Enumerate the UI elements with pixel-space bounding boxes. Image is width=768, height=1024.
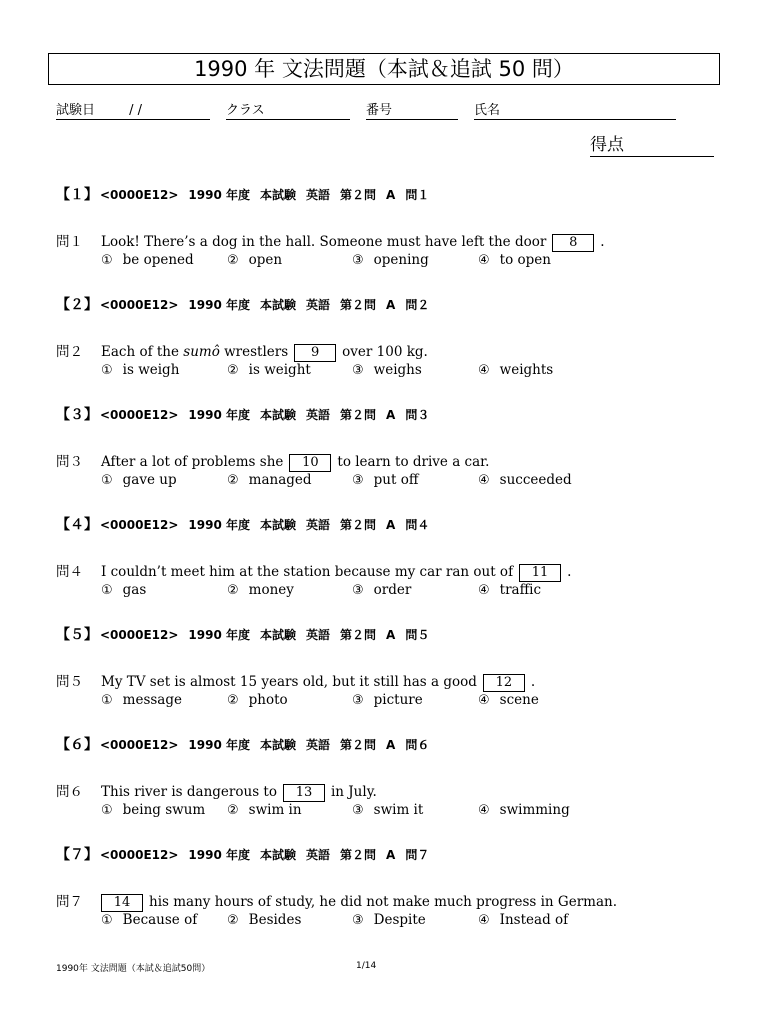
choice-option[interactable] <box>478 362 553 378</box>
section-code: <0000E12> <box>100 408 179 422</box>
choice-option[interactable] <box>478 252 551 268</box>
section-q: 問３ <box>405 408 430 422</box>
section-bracket: 【５】 <box>56 627 98 643</box>
question-stem-before: After a lot of problems she <box>101 454 284 470</box>
section-bracket: 【１】 <box>56 187 98 203</box>
choice-number: ③ <box>352 253 364 268</box>
choice-number: ① <box>101 363 113 378</box>
section-year: 1990 年度 <box>188 518 250 532</box>
section-code: <0000E12> <box>100 188 179 202</box>
section-header <box>56 294 439 314</box>
section-subject: 英語 <box>306 628 331 642</box>
section-sub: A <box>386 848 396 862</box>
choice-number: ① <box>101 583 113 598</box>
choice-number: ② <box>227 253 239 268</box>
question-text <box>56 560 571 582</box>
choice-option[interactable] <box>101 582 146 598</box>
answer-blank-box[interactable]: 10 <box>289 454 331 472</box>
section-header <box>56 184 439 204</box>
number-field[interactable] <box>366 102 458 120</box>
choice-number: ④ <box>478 803 490 818</box>
page-title: 1990 年 文法問題（本試＆追試 50 問） <box>48 53 720 85</box>
choice-text: message <box>122 692 182 708</box>
question-stem-after: in July. <box>330 784 377 800</box>
question-number: 問４ <box>56 564 83 580</box>
section-part: 第２問 <box>340 848 377 862</box>
section-subject: 英語 <box>306 848 331 862</box>
choice-number: ④ <box>478 693 490 708</box>
choice-number: ① <box>101 913 113 928</box>
choice-text: is weight <box>248 362 311 378</box>
choice-number: ② <box>227 913 239 928</box>
choice-number: ① <box>101 253 113 268</box>
answer-blank-box[interactable]: 8 <box>552 234 594 252</box>
choice-option[interactable] <box>227 472 312 488</box>
section-exam: 本試験 <box>259 408 296 422</box>
question-stem-before: Look! There’s a dog in the hall. Someone must have left the door <box>101 234 547 250</box>
choice-option[interactable] <box>101 252 194 268</box>
choice-number: ③ <box>352 473 364 488</box>
section-q: 問２ <box>405 298 430 312</box>
section-sub: A <box>386 628 396 642</box>
choice-option[interactable] <box>478 802 570 818</box>
choice-text: Because of <box>122 912 198 928</box>
answer-blank-box[interactable]: 12 <box>483 674 525 692</box>
choice-option[interactable] <box>352 802 423 818</box>
choice-number: ③ <box>352 913 364 928</box>
choice-text: gas <box>122 582 147 598</box>
date-slashes: / / <box>129 103 143 118</box>
question-stem-before: My TV set is almost 15 years old, but it still has a good <box>101 674 477 690</box>
number-label: 番号 <box>366 103 393 118</box>
choice-number: ④ <box>478 473 490 488</box>
section-q: 問７ <box>405 848 430 862</box>
choice-text: Despite <box>373 912 426 928</box>
choice-option[interactable] <box>101 692 182 708</box>
section-subject: 英語 <box>306 408 331 422</box>
choice-number: ① <box>101 473 113 488</box>
question-number: 問６ <box>56 784 83 800</box>
choice-text: weights <box>499 362 554 378</box>
footer-title: 1990年 文法問題（本試＆追試50問） <box>56 964 211 974</box>
choice-text: gave up <box>122 472 177 488</box>
section-exam: 本試験 <box>259 628 296 642</box>
section-year: 1990 年度 <box>188 188 250 202</box>
choice-option[interactable] <box>227 582 294 598</box>
answer-blank-box[interactable]: 9 <box>294 344 336 362</box>
section-subject: 英語 <box>306 738 331 752</box>
question-text <box>56 890 617 912</box>
choice-text: scene <box>499 692 539 708</box>
section-code: <0000E12> <box>100 848 179 862</box>
question-stem-before: I couldn’t meet him at the station because my car ran out of <box>101 564 514 580</box>
choice-option[interactable] <box>352 362 422 378</box>
question-stem-after: . <box>567 564 572 580</box>
question-text <box>56 340 428 362</box>
choice-text: money <box>248 582 294 598</box>
section-sub: A <box>386 738 396 752</box>
section-part: 第２問 <box>340 628 377 642</box>
exam-header <box>0 102 768 122</box>
section-subject: 英語 <box>306 518 331 532</box>
section-part: 第２問 <box>340 298 377 312</box>
choice-option[interactable] <box>352 582 411 598</box>
section-year: 1990 年度 <box>188 408 250 422</box>
section-exam: 本試験 <box>259 738 296 752</box>
question-stem-after: his many hours of study, he did not make much progress in German. <box>149 894 617 910</box>
choice-number: ④ <box>478 583 490 598</box>
question-text <box>56 450 489 472</box>
choice-option[interactable] <box>352 692 423 708</box>
class-field[interactable] <box>226 102 350 120</box>
choice-number: ① <box>101 693 113 708</box>
question-stem-before: This river is dangerous to <box>101 784 277 800</box>
choice-text: swim in <box>248 802 302 818</box>
choice-option[interactable] <box>227 252 282 268</box>
section-sub: A <box>386 298 396 312</box>
section-header <box>56 734 439 754</box>
question-stem-after: to learn to drive a car. <box>337 454 490 470</box>
choice-option[interactable] <box>227 362 311 378</box>
question-stem-after: . <box>530 674 536 690</box>
choice-text: succeeded <box>499 472 572 488</box>
section-header <box>56 624 439 644</box>
section-q: 問４ <box>405 518 430 532</box>
choice-number: ② <box>227 583 239 598</box>
section-exam: 本試験 <box>259 518 296 532</box>
question-number: 問１ <box>56 234 83 250</box>
choice-text: weighs <box>373 362 422 378</box>
section-exam: 本試験 <box>259 188 296 202</box>
choice-text: be opened <box>122 252 194 268</box>
answer-blank-box[interactable]: 14 <box>101 894 143 912</box>
section-header <box>56 404 439 424</box>
question-number: 問２ <box>56 344 83 360</box>
choice-text: picture <box>373 692 423 708</box>
choice-option[interactable] <box>352 252 429 268</box>
section-sub: A <box>386 518 396 532</box>
answer-blank-box[interactable]: 11 <box>519 564 561 582</box>
section-part: 第２問 <box>340 738 377 752</box>
section-year: 1990 年度 <box>188 848 250 862</box>
choice-text: swimming <box>499 802 570 818</box>
choice-option[interactable] <box>101 912 197 928</box>
choice-number: ③ <box>352 363 364 378</box>
section-q: 問６ <box>405 738 430 752</box>
question-stem-before: Each of the sumô wrestlers <box>101 344 289 360</box>
choice-text: swim it <box>373 802 424 818</box>
choice-option[interactable] <box>478 692 539 708</box>
choice-text: traffic <box>499 582 542 598</box>
section-sub: A <box>386 188 396 202</box>
choice-number: ③ <box>352 803 364 818</box>
choice-option[interactable] <box>227 912 301 928</box>
choice-text: Instead of <box>499 912 569 928</box>
choice-text: is weigh <box>122 362 180 378</box>
question-stem-after: over 100 kg. <box>342 344 428 360</box>
date-field[interactable] <box>56 102 210 120</box>
choice-text: opening <box>373 252 429 268</box>
section-part: 第２問 <box>340 188 377 202</box>
section-bracket: 【３】 <box>56 407 98 423</box>
section-year: 1990 年度 <box>188 298 250 312</box>
score-label: 得点 <box>590 135 624 155</box>
answer-blank-box[interactable]: 13 <box>283 784 325 802</box>
choice-text: order <box>373 582 412 598</box>
section-bracket: 【７】 <box>56 847 98 863</box>
section-code: <0000E12> <box>100 298 179 312</box>
choice-number: ④ <box>478 253 490 268</box>
choice-option[interactable] <box>101 802 205 818</box>
choice-option[interactable] <box>478 912 568 928</box>
section-subject: 英語 <box>306 188 331 202</box>
section-header <box>56 844 439 864</box>
choice-text: put off <box>373 472 419 488</box>
choice-option[interactable] <box>101 472 177 488</box>
section-year: 1990 年度 <box>188 628 250 642</box>
name-label: 氏名 <box>474 103 501 118</box>
question-text <box>56 670 535 692</box>
section-year: 1990 年度 <box>188 738 250 752</box>
choice-number: ③ <box>352 693 364 708</box>
section-part: 第２問 <box>340 518 377 532</box>
choice-option[interactable] <box>478 582 541 598</box>
choice-option[interactable] <box>478 472 572 488</box>
section-code: <0000E12> <box>100 738 179 752</box>
choice-text: photo <box>248 692 288 708</box>
choice-number: ③ <box>352 583 364 598</box>
choice-number: ② <box>227 693 239 708</box>
section-subject: 英語 <box>306 298 331 312</box>
section-exam: 本試験 <box>259 848 296 862</box>
choice-option[interactable] <box>227 802 302 818</box>
section-header <box>56 514 439 534</box>
choice-number: ② <box>227 473 239 488</box>
choice-number: ④ <box>478 913 490 928</box>
choice-number: ② <box>227 803 239 818</box>
question-number: 問５ <box>56 674 83 690</box>
section-part: 第２問 <box>340 408 377 422</box>
date-label: 試験日 <box>56 103 96 118</box>
choice-text: open <box>248 252 283 268</box>
section-sub: A <box>386 408 396 422</box>
choice-text: to open <box>499 252 551 268</box>
choice-number: ② <box>227 363 239 378</box>
choice-option[interactable] <box>227 692 288 708</box>
section-bracket: 【２】 <box>56 297 98 313</box>
section-code: <0000E12> <box>100 518 179 532</box>
question-stem-after: . <box>600 234 605 250</box>
choice-text: being swum <box>122 802 206 818</box>
question-text <box>56 230 605 252</box>
choice-text: Besides <box>248 912 302 928</box>
question-number: 問７ <box>56 894 83 910</box>
choice-number: ① <box>101 803 113 818</box>
name-field[interactable] <box>474 102 676 120</box>
choice-number: ④ <box>478 363 490 378</box>
class-label: クラス <box>226 103 265 118</box>
section-code: <0000E12> <box>100 628 179 642</box>
section-exam: 本試験 <box>259 298 296 312</box>
choice-text: managed <box>248 472 312 488</box>
question-number: 問３ <box>56 454 83 470</box>
question-text <box>56 780 377 802</box>
page-number: 1/14 <box>356 961 377 971</box>
choice-option[interactable] <box>101 362 179 378</box>
section-q: 問１ <box>405 188 430 202</box>
choice-option[interactable] <box>352 912 426 928</box>
section-bracket: 【６】 <box>56 737 98 753</box>
choice-option[interactable] <box>352 472 418 488</box>
section-q: 問５ <box>405 628 430 642</box>
score-field[interactable] <box>590 134 714 157</box>
section-bracket: 【４】 <box>56 517 98 533</box>
